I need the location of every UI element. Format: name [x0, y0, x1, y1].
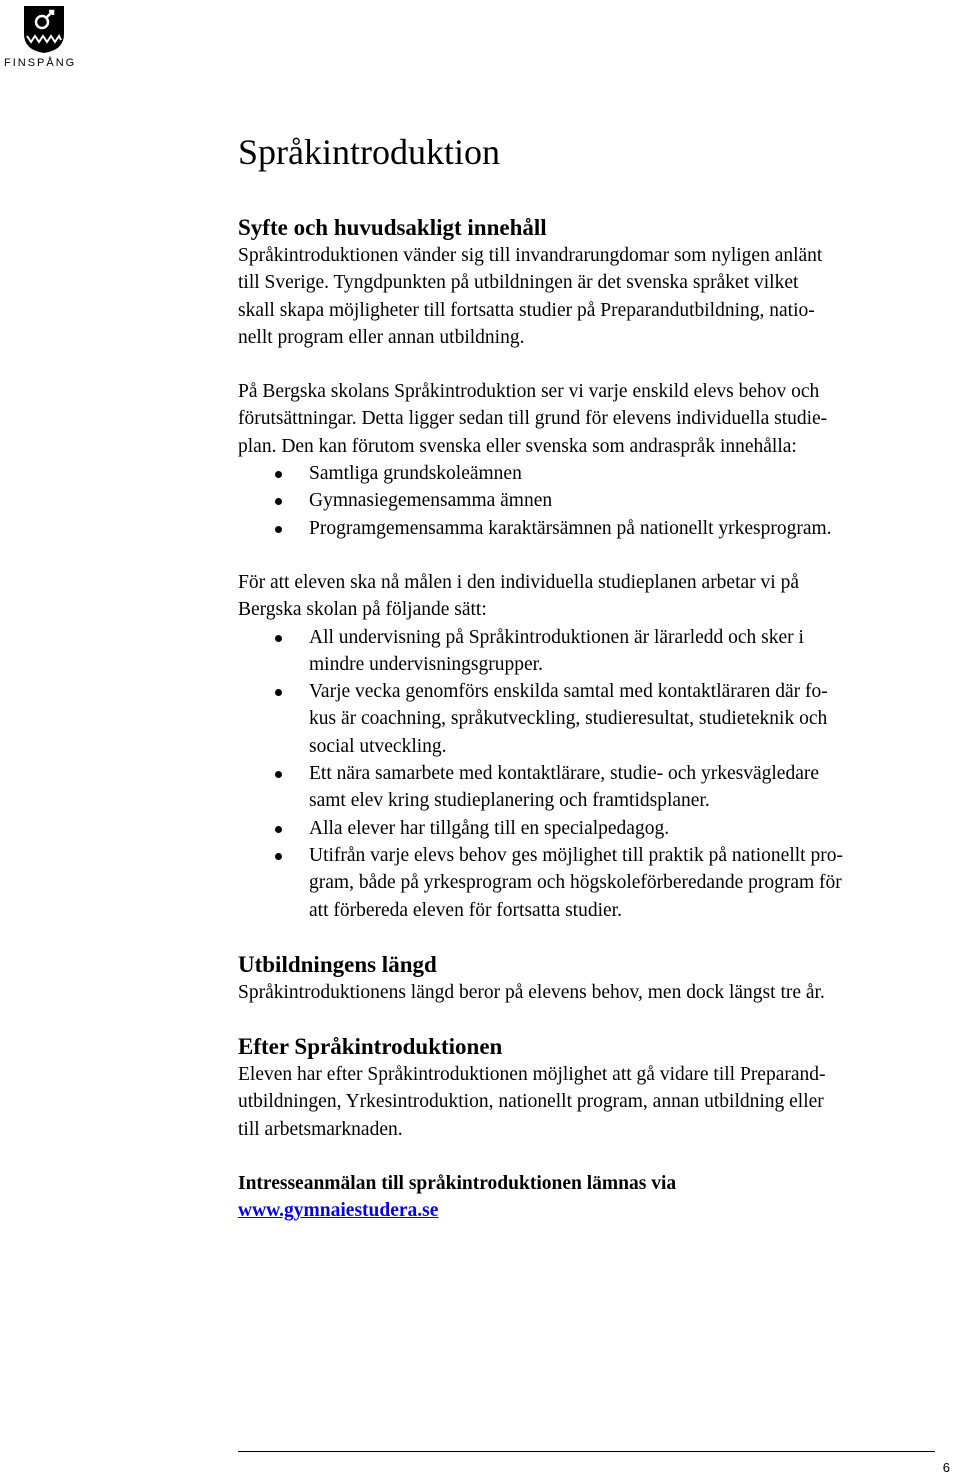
signup-link[interactable]: www.gymnaiestudera.se — [238, 1200, 439, 1222]
coat-of-arms-icon — [22, 4, 66, 54]
section-heading-after: Efter Språkintroduktionen — [238, 1034, 503, 1060]
section-heading-length: Utbildningens längd — [238, 951, 437, 977]
list-item: Ett nära samarbete med kontaktlärare, studie- och yrkesvägledare samt elev kring studieplanering och framtidsplaner. — [238, 760, 950, 815]
after-paragraph: Eleven har efter Språkintroduktionen möjlighet att gå vidare till Preparand- utbildningen, Yrkesintroduktion, nationellt program, annan utbildning eller till arbetsmarknaden. — [238, 1064, 826, 1140]
subjects-list — [238, 460, 950, 542]
list-item: Gymnasiegemensamma ämnen — [238, 487, 950, 514]
page-number: 6 — [942, 1460, 950, 1475]
list-item: Programgemensamma karaktärsämnen på nationellt yrkesprogram. — [238, 515, 950, 542]
list-item: Alla elever har tillgång till en specialpedagog. — [238, 815, 950, 842]
document-body — [238, 128, 950, 1225]
bergska-paragraph: På Bergska skolans Språkintroduktion ser vi varje enskild elevs behov och förutsättningar. Detta ligger sedan till grund för elevens individuella studie- plan. Den kan förutom svenska eller svenska som andraspråk innehålla: — [238, 381, 828, 457]
logo-wordmark: FINSPÅNG — [4, 57, 77, 69]
intro-paragraph: Språkintroduktionen vänder sig till invandrarungdomar som nyligen anlänt till Sverige. Tyngdpunkten på utbildningen är det svenska språket vilket skall skapa möjligheter till fortsatta studier på Preparandutbildning, natio- nellt program eller annan utbildning. — [238, 245, 823, 348]
methods-paragraph: För att eleven ska nå målen i den individuella studieplanen arbetar vi på Bergska skolan på följande sätt: — [238, 571, 799, 621]
list-item: Samtliga grundskoleämnen — [238, 460, 950, 487]
finspang-logo — [4, 4, 86, 69]
length-paragraph: Språkintroduktionens längd beror på elevens behov, men dock längst tre år. — [238, 981, 825, 1003]
page-title: Språkintroduktion — [238, 132, 500, 172]
methods-list — [238, 624, 950, 924]
list-item: All undervisning på Språkintroduktionen är lärarledd och sker i mindre undervisningsgrupper. — [238, 624, 950, 679]
footer-divider — [238, 1451, 935, 1452]
list-item: Utifrån varje elevs behov ges möjlighet till praktik på nationellt pro- gram, både på yrkesprogram och högskoleförberedande program för att förbereda eleven för fortsatta studier. — [238, 842, 950, 924]
list-item: Varje vecka genomförs enskilda samtal med kontaktläraren där fo- kus är coachning, språkutveckling, studieresultat, studieteknik och social utveckling. — [238, 678, 950, 760]
signup-text: Intresseanmälan till språkintroduktionen lämnas via — [238, 1173, 677, 1195]
section-heading-purpose: Syfte och huvudsakligt innehåll — [238, 215, 547, 240]
